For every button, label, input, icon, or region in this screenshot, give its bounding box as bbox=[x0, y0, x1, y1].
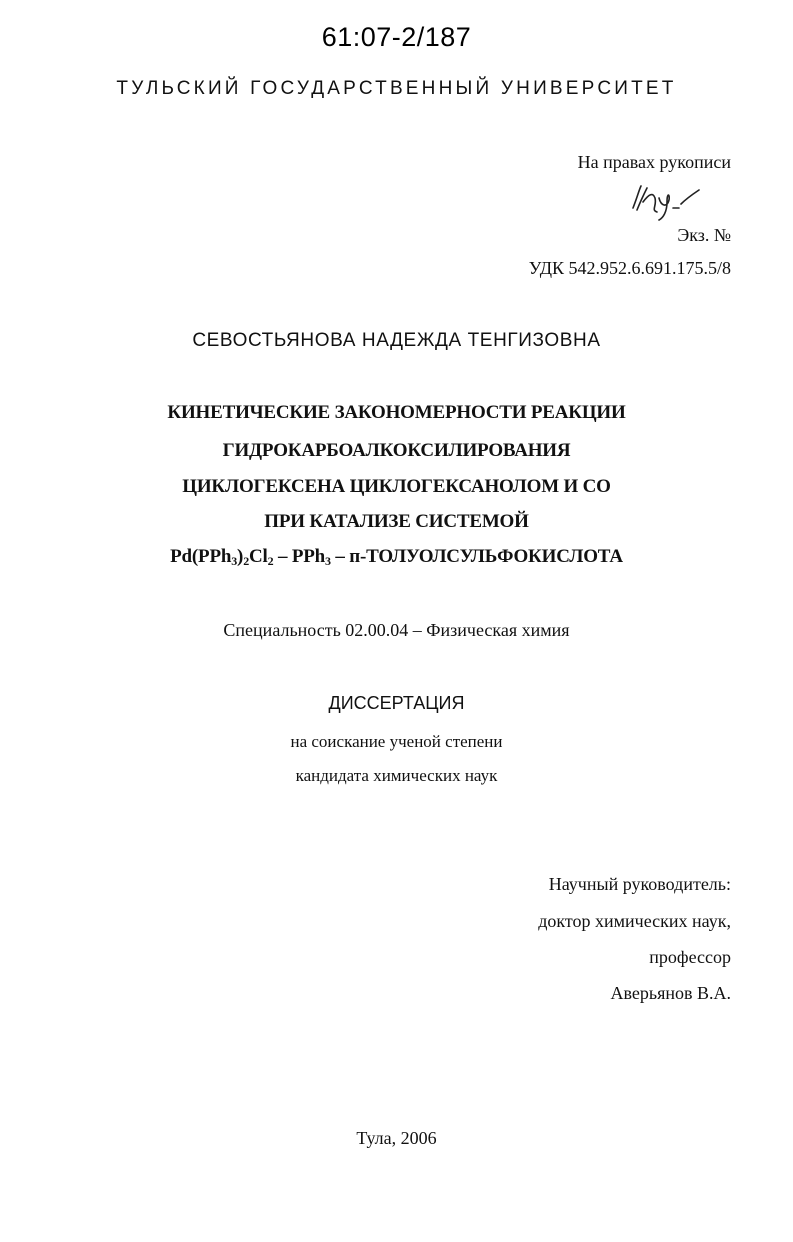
handwritten-signature bbox=[623, 180, 703, 224]
supervisor-rank: профессор bbox=[649, 947, 731, 967]
catalog-number: 61:07-2/187 bbox=[321, 22, 472, 52]
formula-sub-3: 2 bbox=[267, 554, 274, 568]
formula-cl: Cl bbox=[249, 546, 268, 567]
copy-number: Экз. № bbox=[677, 225, 731, 245]
formula-sub-4: 3 bbox=[325, 554, 331, 568]
supervisor-name: Аверьянов В.А. bbox=[610, 983, 731, 1003]
formula-close: ) bbox=[237, 546, 244, 567]
university-name: ТУЛЬСКИЙ ГОСУДАРСТВЕННЫЙ УНИВЕРСИТЕТ bbox=[116, 78, 677, 99]
title-line-1: КИНЕТИЧЕСКИЕ ЗАКОНОМЕРНОСТИ РЕАКЦИИ bbox=[167, 402, 626, 423]
formula-acid: – п-ТОЛУОЛСУЛЬФОКИСЛОТА bbox=[330, 546, 623, 567]
manuscript-rights: На правах рукописи bbox=[577, 152, 731, 172]
supervisor-degree: доктор химических наук, bbox=[538, 911, 731, 931]
title-line-4: ПРИ КАТАЛИЗЕ СИСТЕМОЙ bbox=[264, 511, 529, 532]
title-line-3: ЦИКЛОГЕКСЕНА ЦИКЛОГЕКСАНОЛОМ И СО bbox=[182, 476, 611, 497]
degree-line-1: на соискание ученой степени bbox=[290, 732, 503, 751]
document-type: ДИССЕРТАЦИЯ bbox=[328, 693, 465, 713]
formula-pph: – PPh bbox=[273, 546, 326, 567]
degree-line-2: кандидата химических наук bbox=[295, 766, 498, 785]
udc-code: УДК 542.952.6.691.175.5/8 bbox=[528, 258, 731, 278]
city-year: Тула, 2006 bbox=[356, 1128, 437, 1148]
supervisor-title: Научный руководитель: bbox=[548, 874, 731, 894]
title-line-2: ГИДРОКАРБОАЛКОКСИЛИРОВАНИЯ bbox=[222, 440, 571, 461]
title-formula-line bbox=[0, 546, 793, 568]
formula-pd: Pd(PPh bbox=[170, 546, 232, 567]
author-name: СЕВОСТЬЯНОВА НАДЕЖДА ТЕНГИЗОВНА bbox=[192, 330, 601, 351]
specialty: Специальность 02.00.04 – Физическая химия bbox=[223, 620, 570, 640]
formula-sub-2: 2 bbox=[243, 554, 249, 568]
formula-sub-1: 3 bbox=[231, 554, 238, 568]
